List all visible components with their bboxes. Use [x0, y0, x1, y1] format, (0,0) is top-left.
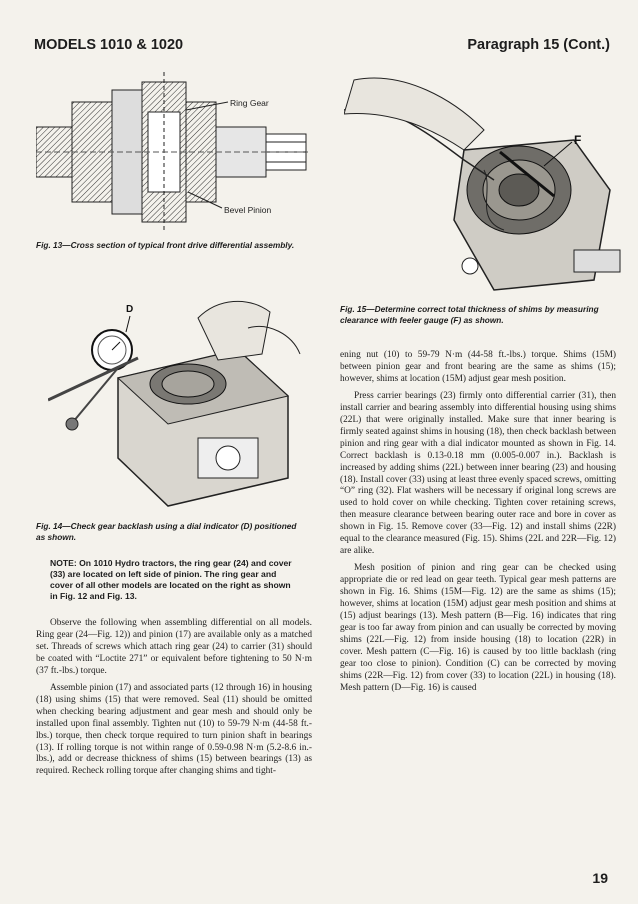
- feeler-gauge-label-f: F: [574, 133, 582, 147]
- body-paragraph: Press carrier bearings (23) firmly onto differential carrier (31), then install carrier and bearing assembly into differential housing using shims (22L) that were originally installed. Make sure that inner bearing is firmly seated against shims in housing (18), then check backlash between pinion and ring gear with a dial indicator mounted as shown in Fig. 14. Correct backlash is 0.13-0.18 mm (0.005-0.007 in.). Backlash is increased by adding shims (22L) between inner bearing (23) and housing (18). Install cover (33) using at least three evenly spaced screws, omitting “O” ring (32). Flat washers will be necessary if original long screws are used to hold cover on while checking. Tighten cover retaining screws, then measure clearance between bearing outer race and bore in cover as shown in Fig. 15. Remove cover (33—Fig. 12) and install shims (22R) equal to the clearance measured (Fig. 15). Shims (22L and 22R—Fig. 12) are alike.: [340, 390, 616, 557]
- figure-15-feeler-gauge-photo: [344, 70, 622, 296]
- body-paragraph: Mesh position of pinion and ring gear can be checked using appropriate die or red lead on gear teeth. Typical gear mesh patterns are shown in Fig. 16. Shims (15M—Fig. 12) are the same as shims (15); however, shims at location (15M) adjust gear mesh position and shims at (15) adjust bearings (13). Mesh pattern (B—Fig. 16) indicates that ring gear is too far away from pinion and can usually be corrected by moving shims (22L—Fig. 12) from inside housing (18) to location (22R) in cover. Mesh pattern (C—Fig. 16) is caused by too little backlash (ring gear too close to pinion). Condition (C) can be corrected by moving shims (22R—Fig. 12) from cover (33) to location (22L) in housing (18). Mesh pattern (D—Fig. 16) is caused: [340, 563, 616, 693]
- body-paragraph: ening nut (10) to 59-79 N·m (44-58 ft.-lbs.) torque. Shims (15M) between pinion gear and front bearing are the same as shims (15); however, shims at location (15M) adjust gear mesh position.: [340, 350, 616, 384]
- body-column-left: [36, 618, 312, 778]
- running-header-models: MODELS 1010 & 1020: [34, 37, 184, 53]
- figure-15-caption: Fig. 15—Determine correct total thickness of shims by measuring clearance with feeler gauge (F) as shown.: [340, 304, 599, 325]
- figure-14-caption: Fig. 14—Check gear backlash using a dial indicator (D) positioned as shown.: [36, 521, 297, 542]
- ring-gear-label: Ring Gear: [230, 98, 269, 108]
- figure-14-dial-indicator-photo: [48, 288, 310, 514]
- bevel-pinion-label: Bevel Pinion: [224, 205, 272, 215]
- page-number: 19: [592, 870, 608, 886]
- body-paragraph: Assemble pinion (17) and associated parts (12 through 16) in housing (18) using shims (15) that were removed. Seal (11) should be omitted when checking bearing adjustment and gear mesh and should only be installed upon final assembly. Tighten nut (10) to 59-79 N·m (44-58 ft.-lbs.) torque, then check torque required to turn pinion shaft in bearings (13). If rolling torque is not within range of 0.59-0.98 N·m (5.2-8.6 in.-lbs.), add or decrease thickness of shims (15) between bearings (13) as required. Recheck rolling torque after changing shims and tight-: [36, 682, 312, 777]
- running-header-paragraph: Paragraph 15 (Cont.): [467, 37, 610, 53]
- body-paragraph: Observe the following when assembling differential on all models. Ring gear (24—Fig. 12)) and pinion (17) are available only as a matched set. Threads of screws which attach ring gear (24) to carrier (31) should be coated with “Loctite 271” or equivalent before tightening to 50 N·m (37 ft.-lbs.) torque.: [36, 618, 312, 676]
- note-1010-hydro: NOTE: On 1010 Hydro tractors, the ring gear (24) and cover (33) are located on left side of pinion. The ring gear and cover of all other models are located on the right as shown in Fig. 12 and Fig. 13.: [50, 558, 292, 601]
- figure-13-cross-section: [36, 72, 308, 232]
- body-column-right: [340, 350, 616, 695]
- dial-indicator-label-d: D: [126, 304, 134, 315]
- figure-13-caption: Fig. 13—Cross section of typical front drive differential assembly.: [36, 240, 295, 250]
